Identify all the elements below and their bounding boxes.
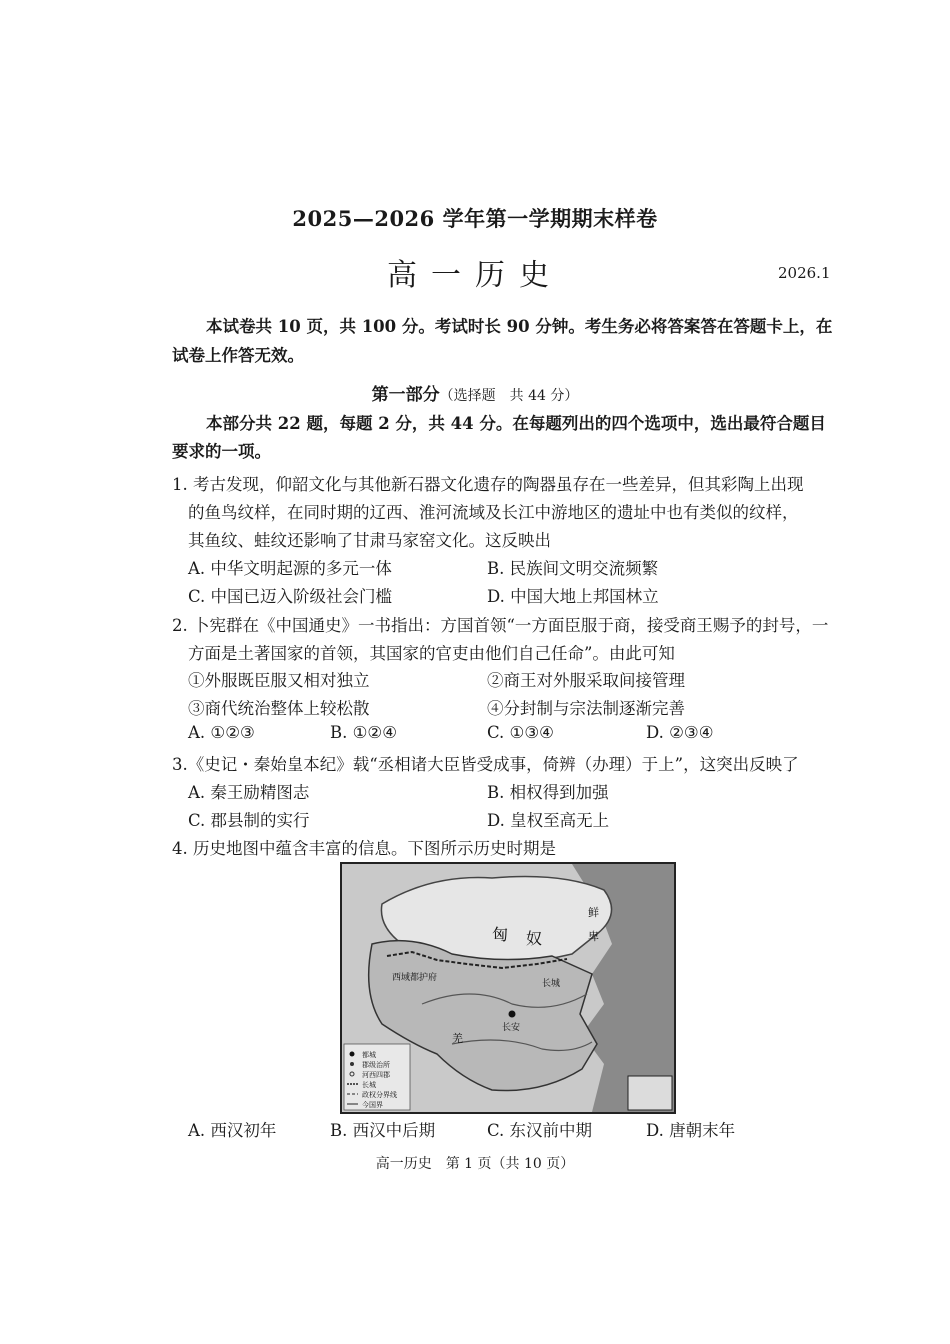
q3-option-b: B. 相权得到加强 <box>487 783 609 802</box>
q2-statement-1: ①外服既臣服又相对独立 <box>188 671 370 690</box>
part-subtitle: （选择题 共 44 分） <box>439 388 579 404</box>
legend-text-border: 政权分界线 <box>362 1091 397 1099</box>
q3-line-1: 3.《史记・秦始皇本纪》载“丞相诸大臣皆受成事，倚辨（办理）于上”，这突出反映了 <box>172 755 799 774</box>
q4-option-c: C. 东汉前中期 <box>487 1121 593 1140</box>
legend-capital-symbol <box>350 1052 355 1057</box>
page-footer: 高一历史 第 1 页（共 10 页） <box>375 1156 575 1172</box>
legend-prefecture-symbol <box>350 1062 354 1066</box>
q2-option-d: D. ②③④ <box>646 723 714 742</box>
subject-title: 高一历史 <box>387 258 563 293</box>
legend-text-modern-border: 今国界 <box>362 1101 383 1109</box>
q2-line-2: 方面是土著国家的首领，其国家的官吏由他们自己任命”。由此可知 <box>188 644 675 663</box>
q1-option-d: D. 中国大地上邦国林立 <box>487 587 659 606</box>
part-instruction-2: 要求的一项。 <box>172 442 271 461</box>
map-capital-marker <box>509 1011 516 1018</box>
q1-option-a: A. 中华文明起源的多元一体 <box>188 559 392 578</box>
q2-option-a: A. ①②③ <box>188 723 255 742</box>
q1-line-3: 其鱼纹、蛙纹还影响了甘肃马家窑文化。这反映出 <box>188 531 551 550</box>
q4-line-1: 4. 历史地图中蕴含丰富的信息。下图所示历史时期是 <box>172 839 556 858</box>
part-title: 第一部分 <box>371 385 440 405</box>
q3-option-c: C. 郡县制的实行 <box>188 811 310 830</box>
q3-option-d: D. 皇权至高无上 <box>487 811 610 830</box>
legend-text-hexi: 河西四郡 <box>362 1071 390 1079</box>
q1-line-2: 的鱼鸟纹样，在同时期的辽西、淮河流域及长江中游地区的遗址中也有类似的纹样， <box>188 503 799 522</box>
intro-line-1: 本试卷共 10 页，共 100 分。考试时长 90 分钟。考生务必将答案答在答题卡上，在 <box>206 317 833 336</box>
q4-option-b: B. 西汉中后期 <box>330 1121 436 1140</box>
q2-line-1: 2. 卜宪群在《中国通史》一书指出：方国首领“一方面臣服于商，接受商王赐予的封号，一 <box>172 616 829 635</box>
map-label-xiong: 匈 <box>492 925 509 944</box>
q2-statement-2: ②商王对外服采取间接管理 <box>487 671 685 690</box>
part-heading <box>0 380 950 405</box>
legend-text-prefecture: 郡级治所 <box>362 1061 390 1069</box>
q1-option-c: C. 中国已迈入阶级社会门槛 <box>188 587 393 606</box>
map-inset <box>628 1076 672 1110</box>
part-instruction-1: 本部分共 22 题，每题 2 分，共 44 分。在每题列出的四个选项中，选出最符合题目 <box>206 414 826 433</box>
q2-statement-4: ④分封制与宗法制逐渐完善 <box>487 699 685 718</box>
q4-option-a: A. 西汉初年 <box>188 1121 277 1140</box>
map-label-bei: 卑 <box>588 930 599 943</box>
exam-date: 2026.1 <box>778 264 831 282</box>
map-label-qiang: 羌 <box>452 1032 463 1045</box>
exam-title: 2025—2026 学年第一学期期末样卷 <box>292 206 658 231</box>
q3-option-a: A. 秦王励精图志 <box>188 783 310 802</box>
q2-statement-3: ③商代统治整体上较松散 <box>188 699 370 718</box>
map-label-nu: 奴 <box>526 929 543 948</box>
historical-map <box>340 862 676 1114</box>
map-label-xian: 鲜 <box>588 906 599 919</box>
map-label-xiyu: 西域都护府 <box>392 973 438 983</box>
q4-option-d: D. 唐朝末年 <box>646 1121 736 1140</box>
map-label-changcheng: 长城 <box>542 979 561 989</box>
legend-text-capital: 都城 <box>362 1051 376 1059</box>
q2-option-b: B. ①②④ <box>330 723 397 742</box>
legend-text-wall: 长城 <box>362 1081 376 1089</box>
q1-option-b: B. 民族间文明交流频繁 <box>487 559 659 578</box>
intro-line-2: 试卷上作答无效。 <box>172 346 304 365</box>
q2-option-c: C. ①③④ <box>487 723 554 742</box>
map-drawing <box>342 864 674 1112</box>
map-label-changan: 长安 <box>502 1023 521 1033</box>
q1-line-1: 1. 考古发现，仰韶文化与其他新石器文化遗存的陶器虽存在一些差异，但其彩陶上出现 <box>172 475 804 494</box>
